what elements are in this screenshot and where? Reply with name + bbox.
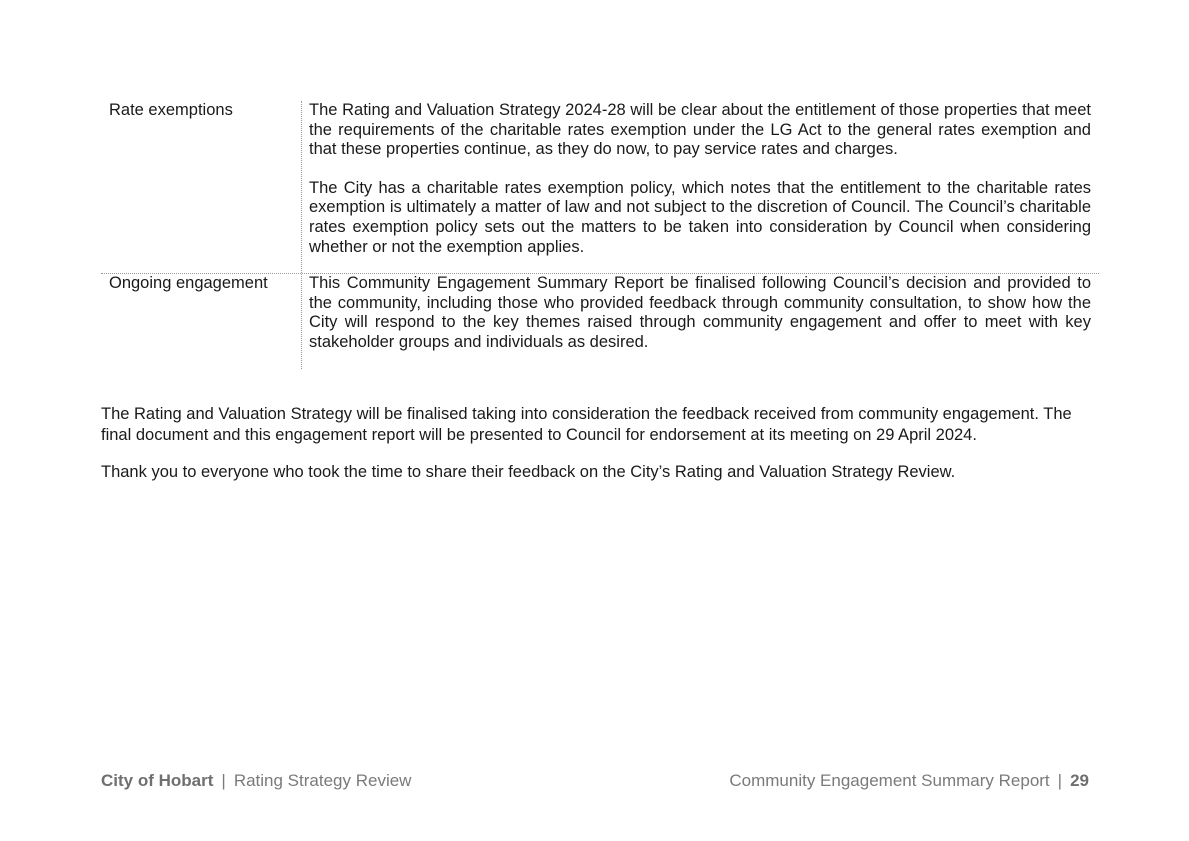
- row-label: Ongoing engagement: [109, 274, 268, 293]
- row-content: [301, 101, 1099, 273]
- footer-left-title: Rating Strategy Review: [233, 771, 412, 790]
- page-number: 29: [1070, 771, 1089, 790]
- footer-right: [729, 771, 1089, 791]
- paragraph: The Rating and Valuation Strategy 2024-28 will be clear about the entitlement of those properties that meet the requirements of the charitable rates exemption under the LG Act to the general rates exemption and that these properties continue, as they do now, to pay service rates and charges.: [309, 101, 1091, 159]
- footer-org: City of Hobart: [101, 771, 214, 790]
- paragraph: This Community Engagement Summary Report be finalised following Council’s decision and provided to the community, including those who provided feedback through community consultation, to show how the City will respond to the key themes raised through community engagement and offer to meet with key stakeholder groups and individuals as desired.: [309, 274, 1091, 351]
- row-content: [301, 274, 1099, 368]
- footer-separator: |: [221, 771, 226, 790]
- table-row: [101, 101, 1099, 273]
- body-paragraph-thanks: Thank you to everyone who took the time to share their feedback on the City’s Rating and Valuation Strategy Review.: [101, 463, 956, 481]
- row-label: Rate exemptions: [109, 101, 233, 119]
- response-table: [101, 101, 1099, 369]
- footer-separator: |: [1057, 771, 1063, 790]
- body-paragraph-finalisation: The Rating and Valuation Strategy will be finalised taking into consideration the feedback received from community engagement. The final document and this engagement report will be presented to Council for endorsement at its meeting on 29 April 2024.: [101, 405, 1072, 444]
- footer-right-title: Community Engagement Summary Report: [729, 771, 1050, 790]
- paragraph: The City has a charitable rates exemption policy, which notes that the entitlement to the charitable rates exemption is ultimately a matter of law and not subject to the discretion of Council. The Council’s charitable rates exemption policy sets out the matters to be taken into consideration by Council when considering whether or not the exemption applies.: [309, 178, 1091, 256]
- page-footer: [101, 771, 1089, 791]
- footer-left: [101, 771, 411, 791]
- table-row: [101, 273, 1099, 368]
- body-text: [101, 404, 1091, 483]
